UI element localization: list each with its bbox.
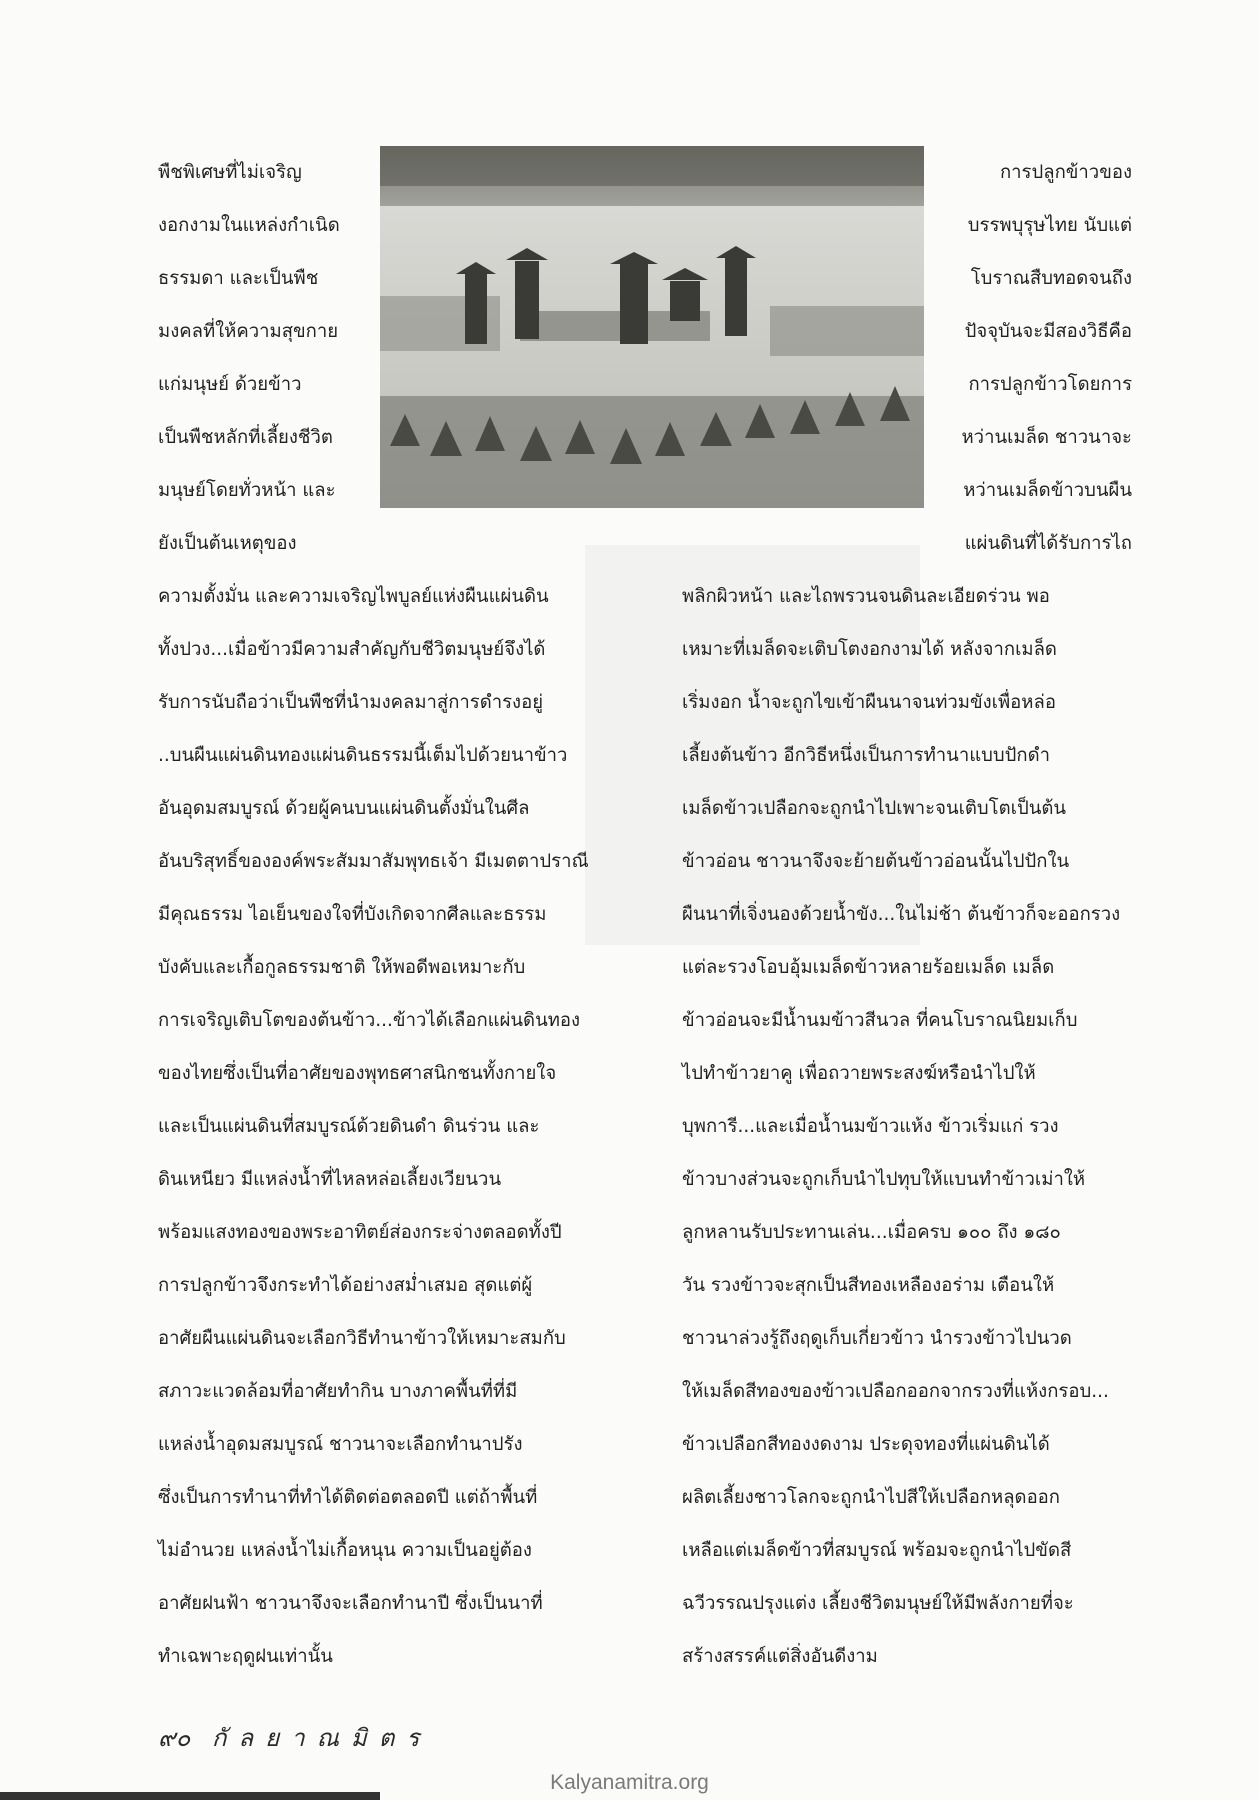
text-line: แต่ละรวงโอบอุ้มเมล็ดข้าวหลายร้อยเมล็ด เมล็ด <box>682 957 1055 978</box>
text-line: ผืนนาที่เจิ่งนองด้วยน้ำขัง...ในไม่ช้า ต้นข้าวก็จะออกรวง <box>682 904 1121 925</box>
text-line: เริ่มงอก น้ำจะถูกไขเข้าผืนนาจนท่วมขังเพื่อหล่อ <box>682 692 1056 713</box>
text-line: อันอุดมสมบูรณ์ ด้วยผู้คนบนแผ่นดินตั้งมั่นในศีล <box>158 798 530 819</box>
text-line: สร้างสรรค์แต่สิ่งอันดีงาม <box>682 1646 878 1667</box>
text-line: บังคับและเกื้อกูลธรรมชาติ ให้พอดีพอเหมาะกับ <box>158 957 526 978</box>
text-line: อาศัยผืนแผ่นดินจะเลือกวิธีทำนาข้าวให้เหมาะสมกับ <box>158 1328 566 1349</box>
text-line: หว่านเมล็ด ชาวนาจะ <box>961 427 1132 448</box>
text-line: บรรพบุรุษไทย นับแต่ <box>967 215 1132 236</box>
text-line: ทำเฉพาะฤดูฝนเท่านั้น <box>158 1646 333 1667</box>
text-line: ทั้งปวง...เมื่อข้าวมีความสำคัญกับชีวิตมนุษย์จึงได้ <box>158 639 546 660</box>
watermark: Kalyanamitra.org <box>550 1771 709 1794</box>
text-line: ยังเป็นต้นเหตุของ <box>158 533 297 554</box>
page-footer <box>158 1718 431 1757</box>
text-line: การเจริญเติบโตของต้นข้าว...ข้าวได้เลือกแผ่นดินทอง <box>158 1010 581 1031</box>
text-line: ฉวีวรรณปรุงแต่ง เลี้ยงชีวิตมนุษย์ให้มีพลังกายที่จะ <box>682 1593 1074 1614</box>
text-line: อาศัยฝนฟ้า ชาวนาจึงจะเลือกทำนาปี ซึ่งเป็นนาที่ <box>158 1593 543 1614</box>
text-line: เป็นพืชหลักที่เลี้ยงชีวิต <box>158 427 333 448</box>
text-line: ซึ่งเป็นการทำนาที่ทำได้ติดต่อตลอดปี แต่ถ้าพื้นที่ <box>158 1487 538 1508</box>
text-line: ความตั้งมั่น และความเจริญไพบูลย์แห่งผืนแผ่นดิน <box>158 586 549 607</box>
text-line: แผ่นดินที่ได้รับการไถ <box>964 533 1132 554</box>
text-line: ปัจจุบันจะมีสองวิธีคือ <box>964 321 1132 342</box>
text-line: แหล่งน้ำอุดมสมบูรณ์ ชาวนาจะเลือกทำนาปรัง <box>158 1434 523 1455</box>
text-line: งอกงามในแหล่งกำเนิด <box>158 215 340 236</box>
text-line: ไม่อำนวย แหล่งน้ำไม่เกื้อหนุน ความเป็นอยู่ต้อง <box>158 1540 532 1561</box>
text-line: พืชพิเศษที่ไม่เจริญ <box>158 162 302 183</box>
magazine-name: กัลยาณมิตร <box>211 1724 432 1752</box>
text-line: มนุษย์โดยทั่วหน้า และ <box>158 480 336 501</box>
text-line: และเป็นแผ่นดินที่สมบูรณ์ด้วยดินดำ ดินร่วน และ <box>158 1116 540 1137</box>
text-line: ธรรมดา และเป็นพืช <box>158 268 319 289</box>
text-line: การปลูกข้าวจึงกระทำได้อย่างสม่ำเสมอ สุดแต่ผู้ <box>158 1275 533 1296</box>
text-line: เลี้ยงต้นข้าว อีกวิธีหนึ่งเป็นการทำนาแบบปักดำ <box>682 745 1050 766</box>
text-line: เมล็ดข้าวเปลือกจะถูกนำไปเพาะจนเติบโตเป็นต้น <box>682 798 1067 819</box>
text-line: รับการนับถือว่าเป็นพืชที่นำมงคลมาสู่การดำรงอยู่ <box>158 692 544 713</box>
text-line: การปลูกข้าวของ <box>999 162 1132 183</box>
text-line: ของไทยซึ่งเป็นที่อาศัยของพุทธศาสนิกชนทั้งกายใจ <box>158 1063 557 1084</box>
text-line: เหลือแต่เมล็ดข้าวที่สมบูรณ์ พร้อมจะถูกนำไปขัดสี <box>682 1540 1072 1561</box>
text-line: วัน รวงข้าวจะสุกเป็นสีทองเหลืองอร่าม เตือนให้ <box>682 1275 1055 1296</box>
text-line: เหมาะที่เมล็ดจะเติบโตงอกงามได้ หลังจากเมล็ด <box>682 639 1057 660</box>
text-line: สภาวะแวดล้อมที่อาศัยทำกิน บางภาคพื้นที่ที่มี <box>158 1381 518 1402</box>
text-line: ข้าวเปลือกสีทองงดงาม ประดุจทองที่แผ่นดินได้ <box>682 1434 1050 1455</box>
text-line: ข้าวอ่อน ชาวนาจึงจะย้ายต้นข้าวอ่อนนั้นไปปักใน <box>682 851 1070 872</box>
text-line: ชาวนาล่วงรู้ถึงฤดูเก็บเกี่ยวข้าว นำรวงข้าวไปนวด <box>682 1328 1072 1349</box>
text-line: ลูกหลานรับประทานเล่น...เมื่อครบ ๑๐๐ ถึง ๑๘๐ <box>682 1222 1061 1243</box>
bottom-edge-strip <box>0 1792 380 1800</box>
page-number: ๙๐ <box>158 1724 191 1752</box>
text-line: ดินเหนียว มีแหล่งน้ำที่ไหลหล่อเลี้ยงเวียนวน <box>158 1169 502 1190</box>
text-line: พร้อมแสงทองของพระอาทิตย์ส่องกระจ่างตลอดทั้งปี <box>158 1222 562 1243</box>
text-line: ไปทำข้าวยาคู เพื่อถวายพระสงฆ์หรือนำไปให้ <box>682 1063 1036 1084</box>
text-line: แก่มนุษย์ ด้วยข้าว <box>158 374 302 395</box>
text-line: ข้าวอ่อนจะมีน้ำนมข้าวสีนวล ที่คนโบราณนิยมเก็บ <box>682 1010 1078 1031</box>
text-line: การปลูกข้าวโดยการ <box>968 374 1132 395</box>
text-line: ..บนผืนแผ่นดินทองแผ่นดินธรรมนี้เต็มไปด้วยนาข้าว <box>158 745 568 766</box>
text-line: หว่านเมล็ดข้าวบนผืน <box>963 480 1132 501</box>
text-line: พลิกผิวหน้า และไถพรวนจนดินละเอียดร่วน พอ <box>682 586 1050 607</box>
text-line: อันบริสุทธิ์ขององค์พระสัมมาสัมพุทธเจ้า มีเมตตาปราณี <box>158 851 589 872</box>
text-line: โบราณสืบทอดจนถึง <box>970 268 1132 289</box>
text-line: ข้าวบางส่วนจะถูกเก็บนำไปทุบให้แบนทำข้าวเม่าให้ <box>682 1169 1086 1190</box>
text-line: บุพการี...และเมื่อน้ำนมข้าวแห้ง ข้าวเริ่มแก่ รวง <box>682 1116 1059 1137</box>
text-line: มีคุณธรรม ไอเย็นของใจที่บังเกิดจากศีลและธรรม <box>158 904 547 925</box>
text-line: มงคลที่ให้ความสุขกาย <box>158 321 339 342</box>
text-line: ให้เมล็ดสีทองของข้าวเปลือกออกจากรวงที่แห้งกรอบ... <box>682 1381 1109 1402</box>
rice-planting-photo <box>380 146 924 508</box>
text-line: ผลิตเลี้ยงชาวโลกจะถูกนำไปสีให้เปลือกหลุดออก <box>682 1487 1060 1508</box>
